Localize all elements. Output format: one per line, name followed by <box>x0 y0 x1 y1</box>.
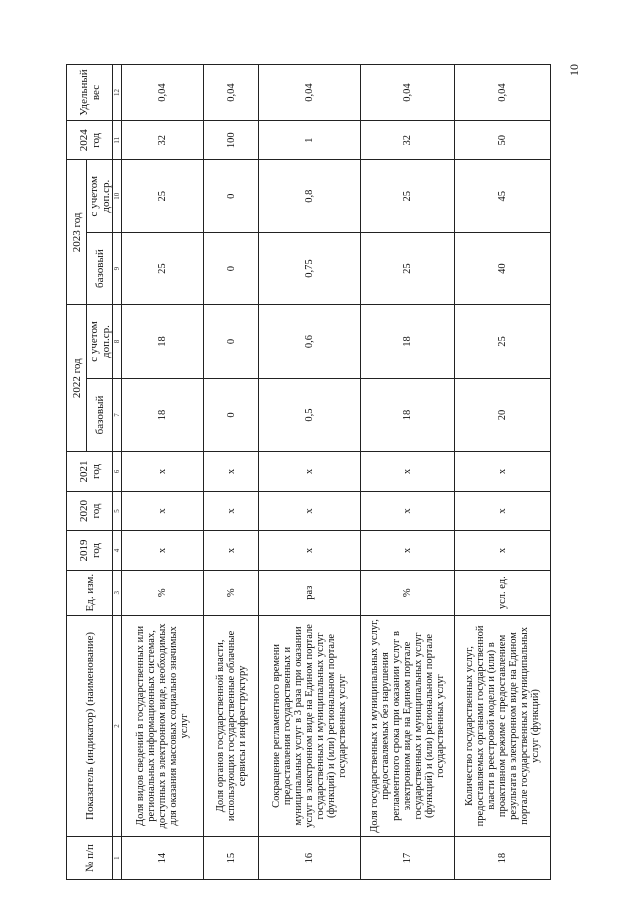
row-2024: 1 <box>259 121 361 160</box>
column-number: 4 <box>113 531 122 570</box>
row-num: 16 <box>259 837 361 880</box>
row-2024: 32 <box>122 121 204 160</box>
header-indicator: Показатель (индикатор) (наименование) <box>67 615 113 837</box>
column-number: 11 <box>113 121 122 160</box>
row-weight: 0,04 <box>455 65 551 121</box>
header-2024: 2024 год <box>67 121 113 160</box>
header-2022-base: базовый <box>87 378 113 451</box>
row-num: 14 <box>122 837 204 880</box>
row-2021: х <box>455 452 551 491</box>
header-num: № п/п <box>67 837 113 880</box>
header-2023-with-add: с учетом доп.ср. <box>87 160 113 232</box>
header-unit: Ед. изм. <box>67 570 113 615</box>
row-2022-base: 18 <box>361 378 455 451</box>
row-weight: 0,04 <box>204 65 259 121</box>
row-2023-with-add: 0 <box>204 160 259 232</box>
header-2022-with-add: с учетом доп.ср. <box>87 305 113 378</box>
header-2021: 2021 год <box>67 452 113 491</box>
row-2022-with-add: 25 <box>455 305 551 378</box>
row-2019: х <box>259 531 361 570</box>
row-name: Доля государственных и муниципальных услуг, предоставляемых без нарушения регламентного срока при оказании услуг в электронном виде на Едином портале государственных и муниципальных услуг (функций) и (или) региональном портале государственных услуг <box>361 615 455 837</box>
row-2023-with-add: 0,8 <box>259 160 361 232</box>
row-2019: х <box>455 531 551 570</box>
row-2022-with-add: 18 <box>122 305 204 378</box>
row-2022-base: 0 <box>204 378 259 451</box>
table-row <box>259 65 361 880</box>
column-number: 1 <box>113 837 122 880</box>
row-2020: х <box>204 491 259 530</box>
table-row <box>204 65 259 880</box>
row-2022-with-add: 0,6 <box>259 305 361 378</box>
row-unit: раз <box>259 570 361 615</box>
table-row <box>122 65 204 880</box>
row-2020: х <box>361 491 455 530</box>
row-2024: 32 <box>361 121 455 160</box>
header-2019: 2019 год <box>67 531 113 570</box>
row-2020: х <box>259 491 361 530</box>
row-2022-with-add: 18 <box>361 305 455 378</box>
row-2024: 50 <box>455 121 551 160</box>
row-num: 15 <box>204 837 259 880</box>
row-unit: усл. ед. <box>455 570 551 615</box>
indicators-table <box>66 64 551 880</box>
row-2023-base: 0 <box>204 232 259 304</box>
row-weight: 0,04 <box>259 65 361 121</box>
column-number: 6 <box>113 452 122 491</box>
table-row <box>455 65 551 880</box>
column-numbers-row <box>113 65 122 880</box>
column-number: 2 <box>113 615 122 837</box>
indicators-table-wrapper <box>66 64 541 880</box>
header-2023-base: базовый <box>87 232 113 304</box>
row-2023-base: 0,75 <box>259 232 361 304</box>
row-name: Доля видов сведений в государственных или региональных информационных системах, доступных в электронном виде, необходимых для оказания массовых социально значимых услуг <box>122 615 204 837</box>
row-unit: % <box>204 570 259 615</box>
header-2022: 2022 год <box>67 305 87 452</box>
row-2020: х <box>122 491 204 530</box>
rotated-table-container <box>66 64 541 880</box>
row-2023-with-add: 25 <box>122 160 204 232</box>
row-name: Сокращение регламентного времени предоставления государственных и муниципальных услуг в 3 раза при оказании услуг в электронном виде на Едином портале государственных и муниципальных услуг (функций) и (или) региональном портале государственных услуг <box>259 615 361 837</box>
row-num: 18 <box>455 837 551 880</box>
column-number: 12 <box>113 65 122 121</box>
row-unit: % <box>122 570 204 615</box>
row-2019: х <box>122 531 204 570</box>
header-2020: 2020 год <box>67 491 113 530</box>
row-num: 17 <box>361 837 455 880</box>
row-2022-base: 0,5 <box>259 378 361 451</box>
row-2022-base: 18 <box>122 378 204 451</box>
page-number: 10 <box>567 64 581 76</box>
row-unit: % <box>361 570 455 615</box>
header-row-1 <box>67 65 87 880</box>
row-2022-with-add: 0 <box>204 305 259 378</box>
row-2023-with-add: 25 <box>361 160 455 232</box>
row-name: Количество государственных услуг, предоставляемых органами государственной власти в реестровой модели и (или) в проактивном режиме с предоставлением результата в электронном виде на Едином портале государственных и муниципальных услуг (функций) <box>455 615 551 837</box>
row-weight: 0,04 <box>122 65 204 121</box>
row-2021: х <box>361 452 455 491</box>
row-2021: х <box>122 452 204 491</box>
column-number: 8 <box>113 305 122 378</box>
row-2021: х <box>204 452 259 491</box>
column-number: 5 <box>113 491 122 530</box>
column-number: 7 <box>113 378 122 451</box>
row-2019: х <box>361 531 455 570</box>
row-2023-base: 25 <box>122 232 204 304</box>
table-row <box>361 65 455 880</box>
row-2019: х <box>204 531 259 570</box>
row-2023-base: 40 <box>455 232 551 304</box>
row-2022-base: 20 <box>455 378 551 451</box>
row-2024: 100 <box>204 121 259 160</box>
row-2021: х <box>259 452 361 491</box>
header-weight: Удельный вес <box>67 65 113 121</box>
column-number: 10 <box>113 160 122 232</box>
row-2023-base: 25 <box>361 232 455 304</box>
column-number: 9 <box>113 232 122 304</box>
header-2023: 2023 год <box>67 160 87 305</box>
row-weight: 0,04 <box>361 65 455 121</box>
row-name: Доля органов государственной власти, использующих государственные облачные сервисы и инфраструктуру <box>204 615 259 837</box>
row-2023-with-add: 45 <box>455 160 551 232</box>
row-2020: х <box>455 491 551 530</box>
column-number: 3 <box>113 570 122 615</box>
